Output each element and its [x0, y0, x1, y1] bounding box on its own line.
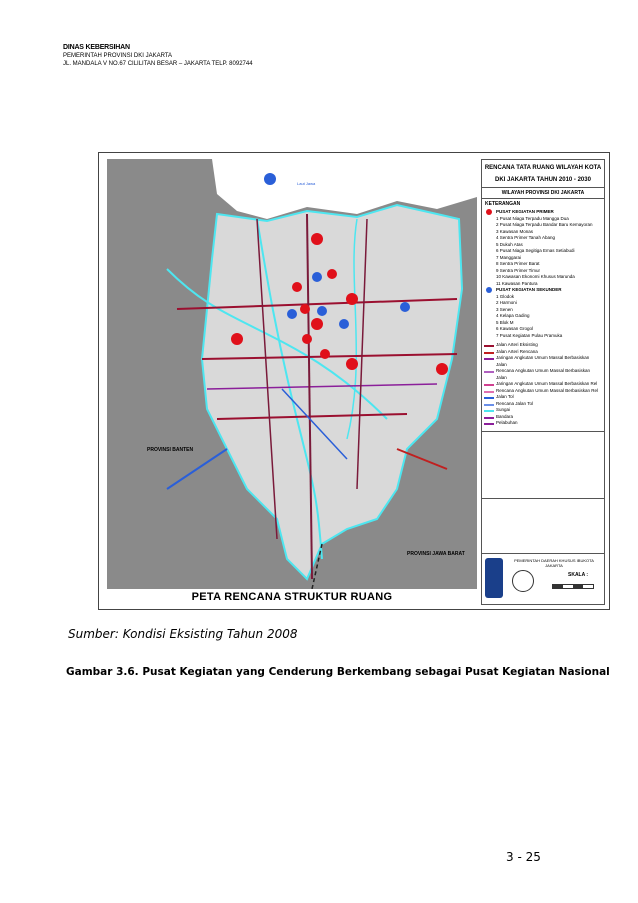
- legend-line-item: Jaringan Angkutan Umum Massal Berbasiskan Rel: [482, 381, 604, 388]
- legend-signature-box: [482, 498, 604, 543]
- province-name: PEMERINTAH PROVINSI DKI JAKARTA: [63, 53, 173, 59]
- legend-title-line-2: DKI JAKARTA TAHUN 2010 - 2030: [495, 177, 591, 183]
- legend-secondary-header: PUSAT KEGIATAN SEKUNDER: [482, 287, 604, 294]
- legend-line-item: Jaringan Angkutan Umum Massal Berbasiskan Jalan: [482, 355, 604, 368]
- legend-secondary-item: 4 Kelapa Gading: [496, 313, 530, 318]
- address-line: JL. MANDALA V NO.67 CILILITAN BESAR – JAKARTA TELP. 8092744: [63, 61, 253, 67]
- legend-line-item: Sungai: [482, 407, 604, 414]
- scale-label: SKALA :: [568, 572, 589, 578]
- legend-primary-item: 11 Kawasan Pantura: [496, 280, 538, 286]
- legend-secondary-item: 7 Pusat Kegiatan Pulau Pramuka: [496, 332, 563, 338]
- legend-primary-item: 1 Pusat Niaga Terpadu Mangga Dua: [496, 215, 569, 221]
- legend-secondary-item: 6 Kawasan Grogol: [496, 326, 534, 331]
- legend-primary-list: [482, 216, 604, 288]
- map-title: PETA RENCANA STRUKTUR RUANG: [191, 591, 393, 603]
- map-legend: [481, 159, 605, 605]
- map-figure: [98, 152, 610, 610]
- legend-line-item: Rencana Jalan Tol: [482, 401, 604, 408]
- organization-name: DINAS KEBERSIHAN: [63, 44, 130, 51]
- legend-secondary-item: 1 Glodok: [496, 293, 515, 299]
- legend-secondary-item: 2 Harmoni: [496, 300, 517, 305]
- legend-line-item: Jalan Arteri Eksisting: [482, 342, 604, 349]
- legend-line-list: [482, 342, 604, 427]
- jakarta-map-graphic: [107, 159, 477, 589]
- figure-caption: Gambar 3.6. Pusat Kegiatan yang Cenderung Berkembang sebagai Pusat Kegiatan Nasional: [66, 666, 610, 678]
- legend-primary-item: 2 Pusat Niaga Terpadu Bandar Baru Kemayoran: [496, 222, 593, 227]
- legend-secondary-item: 5 Blok M: [496, 319, 514, 325]
- label-banten: PROVINSI BANTEN: [147, 447, 194, 453]
- page-number: 3 - 25: [506, 850, 541, 864]
- legend-primary-item: 3 Kawasan Monas: [496, 228, 534, 234]
- letterhead: [63, 44, 253, 67]
- map-image: [107, 159, 477, 589]
- legend-primary-item: 4 Sentra Primer Tanah Abang: [496, 235, 555, 240]
- legend-secondary-item: 3 Senen: [496, 306, 513, 312]
- legend-line-item: Bandara: [482, 414, 604, 421]
- legend-secondary-list: [482, 294, 604, 340]
- legend-line-item: Rencana Angkutan Umum Massal Berbasiskan Rel: [482, 388, 604, 395]
- legend-primary-header: PUSAT KEGIATAN PRIMER: [482, 209, 604, 216]
- legend-primary-item: 5 Dukuh Atas: [496, 241, 523, 247]
- legend-region: WILAYAH PROVINSI DKI JAKARTA: [482, 187, 604, 199]
- footer-government: PEMERINTAH DAERAH KHUSUS IBUKOTA JAKARTA: [514, 558, 594, 568]
- legend-footer: [482, 553, 604, 604]
- legend-line-item: Pelabuhan: [482, 420, 604, 427]
- legend-primary-item: 10 Kawasan Ekonomi Khusus Marunda: [496, 274, 575, 279]
- legend-primary-item: 8 Sentra Primer Barat: [496, 261, 540, 266]
- legend-primary-item: 7 Manggarai: [496, 254, 522, 260]
- label-jawa-barat: PROVINSI JAWA BARAT: [407, 551, 465, 557]
- legend-line-item: Jalan Arteri Rencana: [482, 349, 604, 356]
- label-sea: Laut Jawa: [297, 181, 316, 186]
- legend-line-item: Rencana Angkutan Umum Massal Berbasiskan Jalan: [482, 368, 604, 381]
- legend-notes-box: [482, 431, 604, 498]
- jaya-raya-emblem-icon: [485, 558, 503, 598]
- scale-bar: [552, 584, 594, 589]
- legend-primary-item: 9 Sentra Primer Timur: [496, 267, 541, 273]
- north-arrow-icon: [512, 570, 534, 592]
- legend-primary-item: 6 Pusat Niaga Segitiga Emas Setiabudi: [496, 248, 575, 253]
- source-caption: Sumber: Kondisi Eksisting Tahun 2008: [68, 627, 298, 641]
- legend-title-line-1: RENCANA TATA RUANG WILAYAH KOTA: [484, 165, 602, 171]
- legend-line-item: Jalan Tol: [482, 394, 604, 401]
- legend-keterangan: KETERANGAN: [485, 201, 521, 207]
